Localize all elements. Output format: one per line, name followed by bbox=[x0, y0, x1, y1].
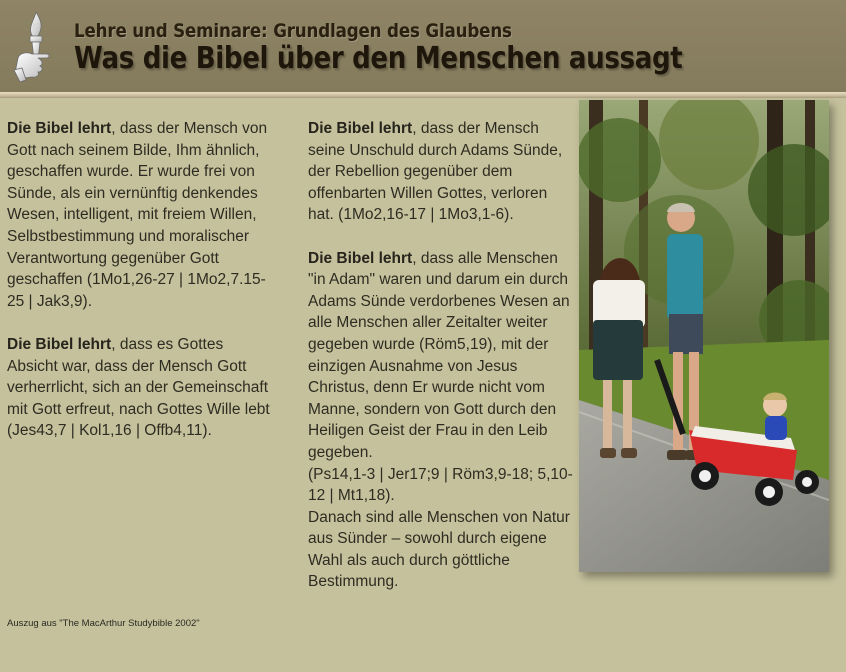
paragraph-purpose bbox=[7, 334, 275, 442]
header-divider bbox=[0, 92, 846, 98]
paragraph-lead: Die Bibel lehrt bbox=[308, 249, 413, 267]
torch-hand-icon bbox=[10, 8, 58, 86]
paragraph-text: , dass der Mensch seine Unschuld durch Adams Sünde, der Rebellion gegenüber dem offenbarten Willen Gottes, verloren hat. (1Mo2,16-17 | 1Mo3,1-6). bbox=[308, 120, 563, 224]
paragraph-lost-innocence bbox=[308, 118, 574, 226]
paragraph-lead: Die Bibel lehrt bbox=[7, 120, 112, 137]
page-title: Was die Bibel über den Menschen aussagt bbox=[74, 41, 683, 76]
paragraph-references: (Ps14,1-3 | Jer17;9 | Röm3,9-18; 5,10-12 | Mt1,18). bbox=[308, 465, 573, 505]
paragraph-image-of-god bbox=[7, 118, 275, 312]
family-walking-photo bbox=[579, 100, 829, 572]
paragraph-text: , dass es Gottes Absicht war, dass der Mensch Gott verherrlicht, sich an der Gemeinschaft mit Gott erfreut, nach Gottes Wille lebt (Jes43,7 | Kol1,16 | Offb4,11). bbox=[7, 335, 270, 440]
paragraph-in-adam bbox=[308, 248, 574, 594]
paragraph-text: , dass alle Menschen "in Adam" waren und darum ein durch Adams Sünde verdorbenes Wesen an alle Menschen aller Zeitalter weiter gegeben wurde (Röm5,19), mit der einzigen Ausnahme von Jesus Christus, denn Er wurde nicht vom Manne, sondern von Gott durch den Heiligen Geist der Frau in den Leib gegeben. bbox=[308, 249, 570, 461]
header-subtitle: Lehre und Seminare: Grundlagen des Glaubens bbox=[74, 20, 512, 42]
paragraph-conclusion: Danach sind alle Menschen von Natur aus Sünder – sowohl durch eigene Wahl als auch durch göttliche Bestimmung. bbox=[308, 508, 570, 591]
source-note: Auszug aus "The MacArthur Studybible 2002" bbox=[7, 618, 200, 629]
paragraph-lead: Die Bibel lehrt bbox=[7, 335, 112, 353]
text-column-left bbox=[7, 118, 275, 442]
header-bar bbox=[0, 0, 846, 92]
text-column-right bbox=[308, 118, 574, 593]
paragraph-lead: Die Bibel lehrt bbox=[308, 120, 413, 137]
paragraph-text: , dass der Mensch von Gott nach seinem Bilde, Ihm ähnlich, geschaffen wurde. Er wurde frei von Sünde, als ein vernünftig denkendes Wesen, intelligent, mit freiem Willen, Selbstbestimmung und moralischer Verantwortung gegenüber Gott geschaffen (1Mo1,26-27 | 1Mo2,7.15-25 | Jak3,9). bbox=[7, 120, 268, 310]
